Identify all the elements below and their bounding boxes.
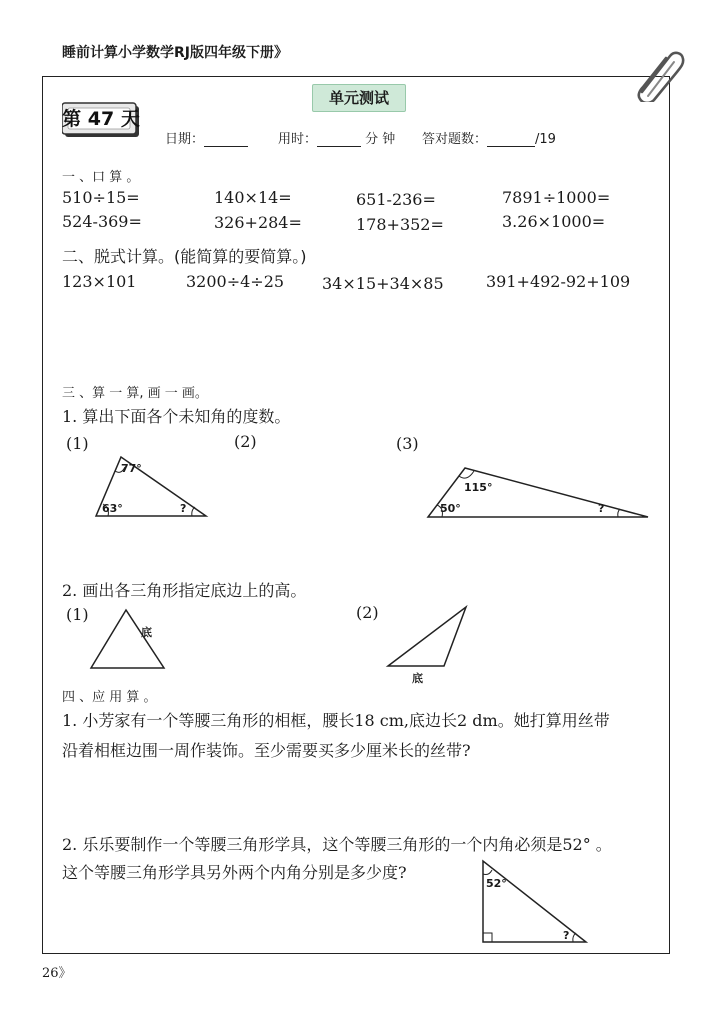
time-blank — [317, 132, 361, 147]
unknown-angle: ? — [563, 929, 570, 942]
unit-title: 单元测试 — [312, 84, 406, 112]
book-header: 睡前计算小学数学RJ版四年级下册》 — [62, 45, 288, 61]
triangle-height-2 — [384, 604, 474, 668]
date-label: 日期： — [165, 132, 205, 147]
section4-title: 四 、应 用 算 。 — [62, 690, 157, 705]
section3-title: 三 、算 一 算, 画 一 画。 — [62, 386, 208, 401]
problem2-line2: 这个等腰三角形学具另外两个内角分别是多少度? — [62, 863, 407, 882]
triangle-height-1 — [88, 606, 168, 670]
time-label: 用时： — [278, 132, 318, 147]
section1-title: 一 、口 算 。 — [62, 170, 140, 185]
correct-field — [422, 128, 556, 147]
problem2-line1: 2. 乐乐要制作一个等腰三角形学具，这个等腰三角形的一个内角必须是52° 。 — [62, 835, 612, 854]
oral-item: 326+284= — [214, 213, 302, 232]
angle-label: 50° — [440, 502, 461, 515]
problem1-line1: 1. 小芳家有一个等腰三角形的相框，腰长18 cm,底边长2 dm。她打算用丝带 — [62, 711, 610, 730]
page-number: 26》 — [42, 966, 72, 981]
height-label-2: (2) — [356, 603, 379, 622]
base-label: 底 — [412, 672, 423, 685]
height-label-1: (1) — [66, 605, 89, 624]
date-blank — [204, 132, 248, 147]
calc-item: 3200÷4÷25 — [186, 272, 285, 291]
paperclip-icon — [628, 46, 688, 102]
oral-item: 524-369= — [62, 212, 142, 231]
section2-title: 二、脱式计算。(能简算的要简算。) — [62, 247, 307, 266]
angle-label: 63° — [102, 502, 123, 515]
unknown-angle: ? — [180, 502, 187, 515]
oral-item: 7891÷1000= — [502, 188, 611, 207]
oral-item: 140×14= — [214, 188, 292, 207]
oral-item: 510÷15= — [62, 188, 140, 207]
day-badge — [62, 102, 140, 138]
time-unit: 分 钟 — [365, 132, 396, 147]
oral-item: 178+352= — [356, 215, 444, 234]
calc-item: 391+492-92+109 — [486, 272, 631, 291]
triangle-label-2: (2) — [234, 432, 257, 451]
triangle-label-3: (3) — [396, 434, 419, 453]
oral-item: 651-236= — [356, 190, 436, 209]
calc-item: 34×15+34×85 — [322, 274, 444, 293]
unknown-angle: ? — [598, 502, 605, 515]
angle-label: 52° — [486, 877, 507, 890]
oral-item: 3.26×1000= — [502, 212, 606, 231]
problem1-line2: 沿着相框边围一周作装饰。至少需要买多少厘米长的丝带? — [62, 741, 471, 760]
day-number: 第 47 天 — [62, 108, 140, 130]
correct-label: 答对题数： — [422, 132, 488, 147]
correct-total: /19 — [535, 132, 556, 147]
angle-label: 77° — [121, 462, 142, 475]
correct-blank — [487, 132, 535, 147]
isosceles-triangle — [478, 858, 590, 946]
angle-label: 115° — [464, 481, 493, 494]
section3-q1: 1. 算出下面各个未知角的度数。 — [62, 407, 291, 426]
calc-item: 123×101 — [62, 272, 137, 291]
section3-q2: 2. 画出各三角形指定底边上的高。 — [62, 581, 307, 600]
date-field — [165, 128, 248, 147]
triangle-label-1: (1) — [66, 434, 89, 453]
time-field — [278, 128, 395, 147]
base-label: 底 — [141, 626, 152, 639]
